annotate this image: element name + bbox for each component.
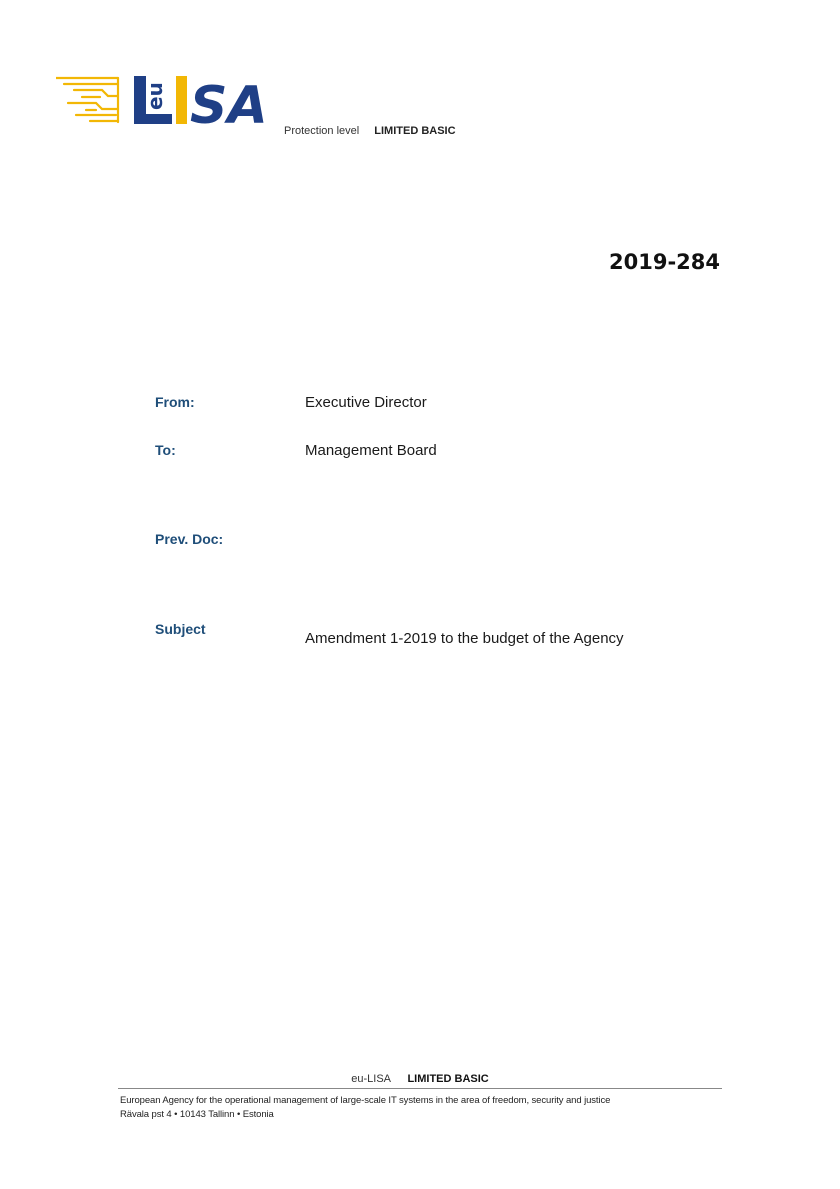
protection-value: LIMITED BASIC bbox=[374, 125, 456, 137]
document-reference: 2019-284 bbox=[609, 250, 720, 274]
subject-value: Amendment 1-2019 to the budget of the Agency bbox=[305, 630, 624, 647]
from-value: Executive Director bbox=[305, 394, 427, 411]
logo-eu-text: eu bbox=[143, 82, 167, 110]
to-label: To: bbox=[155, 442, 176, 458]
from-label: From: bbox=[155, 394, 195, 410]
footer-protection-value: LIMITED BASIC bbox=[407, 1073, 489, 1085]
footer-org: eu-LISA bbox=[351, 1073, 391, 1085]
eu-lisa-logo bbox=[56, 70, 276, 130]
footer-divider bbox=[118, 1088, 722, 1089]
to-value: Management Board bbox=[305, 442, 437, 459]
protection-level bbox=[284, 125, 456, 137]
prev-doc-label: Prev. Doc: bbox=[155, 531, 224, 547]
circuit-lines-graphic bbox=[56, 78, 118, 122]
footer-agency-name: European Agency for the operational management of large-scale IT systems in the area of freedom, security and justice bbox=[120, 1095, 611, 1106]
logo-sa-text: SA bbox=[190, 76, 268, 130]
footer-address: Rävala pst 4 • 10143 Tallinn • Estonia bbox=[120, 1109, 274, 1120]
subject-label: Subject bbox=[155, 621, 206, 637]
logo-letter-i bbox=[176, 76, 187, 124]
footer-classification bbox=[0, 1073, 840, 1085]
protection-label: Protection level bbox=[284, 125, 360, 137]
